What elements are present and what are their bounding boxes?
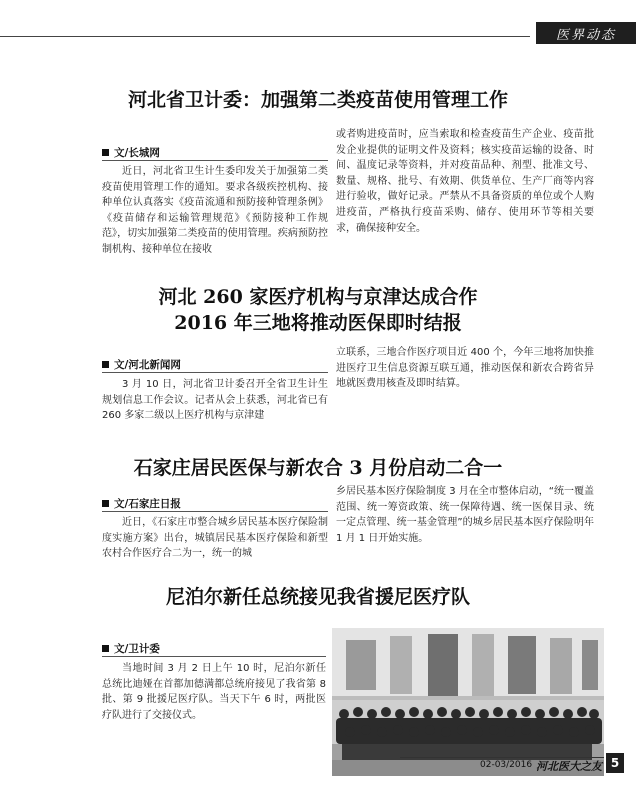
footer-magazine-name: 河北医大之友 <box>536 760 602 773</box>
article-1-column-1: 近日，河北省卫生计生委印发关于加强第二类疫苗使用管理工作的通知。要求各级疾控机构、接种单位认真落实《疫苗流通和预防接种管理条例》《疫苗储存和运输管理规范》《预防接种工作规范》，切实加强第二类疫苗的使用管理。疾病预防控制机构、接种单位在接收 <box>102 166 328 255</box>
article-3-byline-rule <box>102 511 328 512</box>
article-3-column-1: 近日，《石家庄市整合城乡居民基本医疗保险制度实施方案》出台，城镇居民基本医疗保险和新型农村合作医疗合二为一，统一的城 <box>102 517 328 560</box>
square-bullet-icon <box>102 361 109 368</box>
group-photo-icon <box>332 628 604 776</box>
article-2-headline-line2: 2016 年三地将推动医保即时结报 <box>174 312 462 334</box>
article-3-column-2: 乡居民基本医疗保险制度 3 月在全市整体启动，“统一覆盖范围、统一筹资政策、统一保障待遇、统一医保目录、统一定点管理、统一基金管理”的城乡居民基本医疗保险明年 1 月 1 日开始实施。 <box>336 486 594 544</box>
article-2-byline-text: 文/河北新闻网 <box>114 359 181 371</box>
square-bullet-icon <box>102 149 109 156</box>
article-3-headline: 石家庄居民医保与新农合 3 月份启动二合一 <box>133 457 503 479</box>
article-4-byline-text: 文/卫计委 <box>114 643 160 655</box>
article-4-byline <box>102 641 160 656</box>
footer-issue: 02-03/2016 <box>480 760 533 770</box>
article-1-byline-text: 文/长城网 <box>114 147 160 159</box>
square-bullet-icon <box>102 500 109 507</box>
square-bullet-icon <box>102 645 109 652</box>
article-1-column-2: 或者购进疫苗时，应当索取和检查疫苗生产企业、疫苗批发企业提供的证明文件及资料；核实疫苗运输的设备、时间、温度记录等资料，并对疫苗品种、剂型、批准文号、数量、规格、批号、有效期、供货单位、生产厂商等内容进行验收，做好记录。严禁从不具备资质的单位或个人购进疫苗，严格执行疫苗采购、储存、使用环节等相关要求，确保接种安全。 <box>336 129 594 234</box>
page-number: 5 <box>606 753 624 773</box>
article-3-byline-text: 文/石家庄日报 <box>114 498 181 510</box>
article-1-byline <box>102 145 160 160</box>
article-2-byline-rule <box>102 372 328 373</box>
article-2-column-2: 立联系，三地合作医疗项目近 400 个，今年三地将加快推进医疗卫生信息资源互联互通，推动医保和新农合跨省异地就医费用核查及即时结算。 <box>336 347 594 390</box>
article-2-byline <box>102 357 181 372</box>
article-3-byline <box>102 496 181 511</box>
article-4-byline-rule <box>102 656 326 657</box>
article-1-headline: 河北省卫计委：加强第二类疫苗使用管理工作 <box>127 89 508 111</box>
article-2-headline-line1: 河北 260 家医疗机构与京津达成合作 <box>158 286 478 308</box>
section-label: 医界动态 <box>536 22 636 44</box>
article-4-column-1: 当地时间 3 月 2 日上午 10 时，尼泊尔新任总统比迪娅在首都加德满都总统府接见了我省第 8 批、第 9 批援尼医疗队。当天下午 6 时，两批医疗队进行了交接仪式。 <box>102 663 326 721</box>
article-1-byline-rule <box>102 160 328 161</box>
article-4-headline: 尼泊尔新任总统接见我省援尼医疗队 <box>165 586 470 608</box>
header-rule <box>0 36 530 37</box>
article-2-column-1: 3 月 10 日，河北省卫计委召开全省卫生计生规划信息工作会议。记者从会上获悉，河北省已有 260 多家二级以上医疗机构与京津建 <box>102 379 328 422</box>
